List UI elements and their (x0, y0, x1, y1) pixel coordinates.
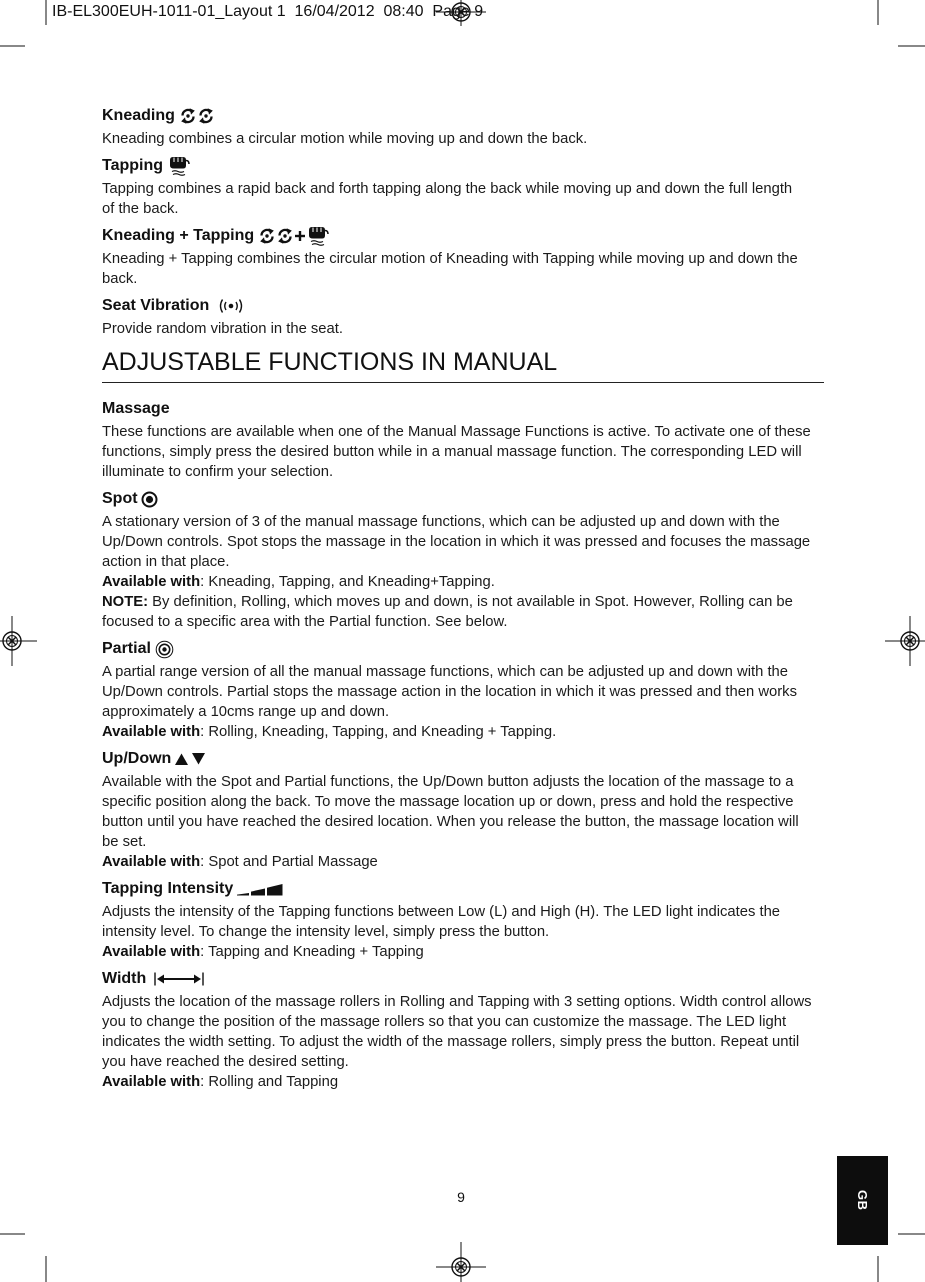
body-line: indicates the width setting. To adjust the width of the massage rollers, simply press the button. Repeat until (102, 1034, 800, 1050)
body-line: functions, simply press the desired button while in a manual massage function. The corresponding LED will (102, 444, 802, 460)
available-text: : Tapping and Kneading + Tapping (200, 944, 424, 960)
body-line: back. (102, 271, 138, 287)
available-label: Available with (102, 724, 201, 740)
body-line: Tapping combines a rapid back and forth tapping along the back while moving up and down the full length (102, 181, 793, 197)
print-slug: IB-EL300EUH-1011-01_Layout 1 16/04/2012 08:40 Page 9 (52, 3, 484, 20)
crop-mark-bottom-right (878, 1234, 925, 1282)
body-line: illuminate to confirm your selection. (102, 464, 334, 480)
body-line: Adjusts the intensity of the Tapping functions between Low (L) and High (H). The LED light indicates the (102, 904, 781, 920)
section-title: ADJUSTABLE FUNCTIONS IN MANUAL (102, 347, 824, 383)
registration-mark-bottom (436, 1242, 486, 1282)
body-line: specific position along the back. To move the massage location up or down, press and hold the respective (102, 794, 794, 810)
registration-mark-right (885, 616, 925, 666)
heading-text: Seat Vibration (102, 297, 210, 314)
language-tab-label: GB (855, 1190, 870, 1211)
body-line: Adjusts the location of the massage rollers in Rolling and Tapping with 3 setting options. Width control allows (102, 994, 812, 1010)
note-line: focused to a specific area with the Partial function. See below. (102, 614, 508, 630)
page-number: 9 (457, 1189, 465, 1205)
body-line: you have reached the desired setting. (102, 1054, 349, 1070)
crop-mark-top-right (878, 0, 925, 46)
registration-mark-left (0, 616, 37, 666)
heading-text: Tapping (102, 157, 164, 174)
body-line: Kneading + Tapping combines the circular motion of Kneading with Tapping while moving up and down the (102, 251, 798, 267)
body-line: Kneading combines a circular motion while moving up and down the back. (102, 131, 588, 147)
body-line: you to change the position of the massage rollers so that you can customize the massage. The LED light (102, 1014, 787, 1030)
body-line: A stationary version of 3 of the manual massage functions, which can be adjusted up and down with the (102, 514, 780, 530)
note-label: NOTE: (102, 594, 149, 610)
crop-mark-top-left (0, 0, 46, 46)
body-line: Up/Down controls. Partial stops the massage action in the location in which it was pressed and then works (102, 684, 797, 700)
heading-text: Kneading + Tapping (102, 227, 255, 244)
body-line: of the back. (102, 201, 179, 217)
body-line: Available with the Spot and Partial functions, the Up/Down button adjusts the location of the massage to a (102, 774, 794, 790)
heading-text: Massage (102, 400, 170, 417)
available-label: Available with (102, 1074, 201, 1090)
body-line: action in that place. (102, 554, 230, 570)
available-label: Available with (102, 944, 201, 960)
heading-text: Width (102, 970, 147, 987)
registration-mark-top (436, 0, 486, 26)
available-label: Available with (102, 574, 201, 590)
crop-mark-bottom-left (0, 1234, 46, 1282)
available-text: : Rolling and Tapping (200, 1074, 339, 1090)
heading-text: Up/Down (102, 750, 172, 767)
heading-text: Partial (102, 640, 151, 657)
heading-text: Tapping Intensity (102, 880, 234, 897)
body-line: button until you have reached the desired location. When you release the button, the massage location will (102, 814, 799, 830)
note-text: By definition, Rolling, which moves up and down, is not available in Spot. However, Rolling can be (152, 594, 793, 610)
body-line: intensity level. To change the intensity level, simply press the button. (102, 924, 550, 940)
body-line: A partial range version of all the manual massage functions, which can be adjusted up and down with the (102, 664, 789, 680)
available-text: : Spot and Partial Massage (200, 854, 378, 870)
body-line: approximately a 10cms range up and down. (102, 704, 390, 720)
heading-text: Spot (102, 490, 138, 507)
heading-text: Kneading (102, 107, 175, 124)
available-text: : Kneading, Tapping, and Kneading+Tapping. (200, 574, 495, 590)
body-line: Provide random vibration in the seat. (102, 321, 343, 337)
available-label: Available with (102, 854, 201, 870)
available-text: : Rolling, Kneading, Tapping, and Kneading + Tapping. (200, 724, 557, 740)
body-line: These functions are available when one of the Manual Massage Functions is active. To activate one of these (102, 424, 811, 440)
body-line: Up/Down controls. Spot stops the massage in the location in which it was pressed and focuses the massage (102, 534, 811, 550)
body-line: be set. (102, 834, 147, 850)
